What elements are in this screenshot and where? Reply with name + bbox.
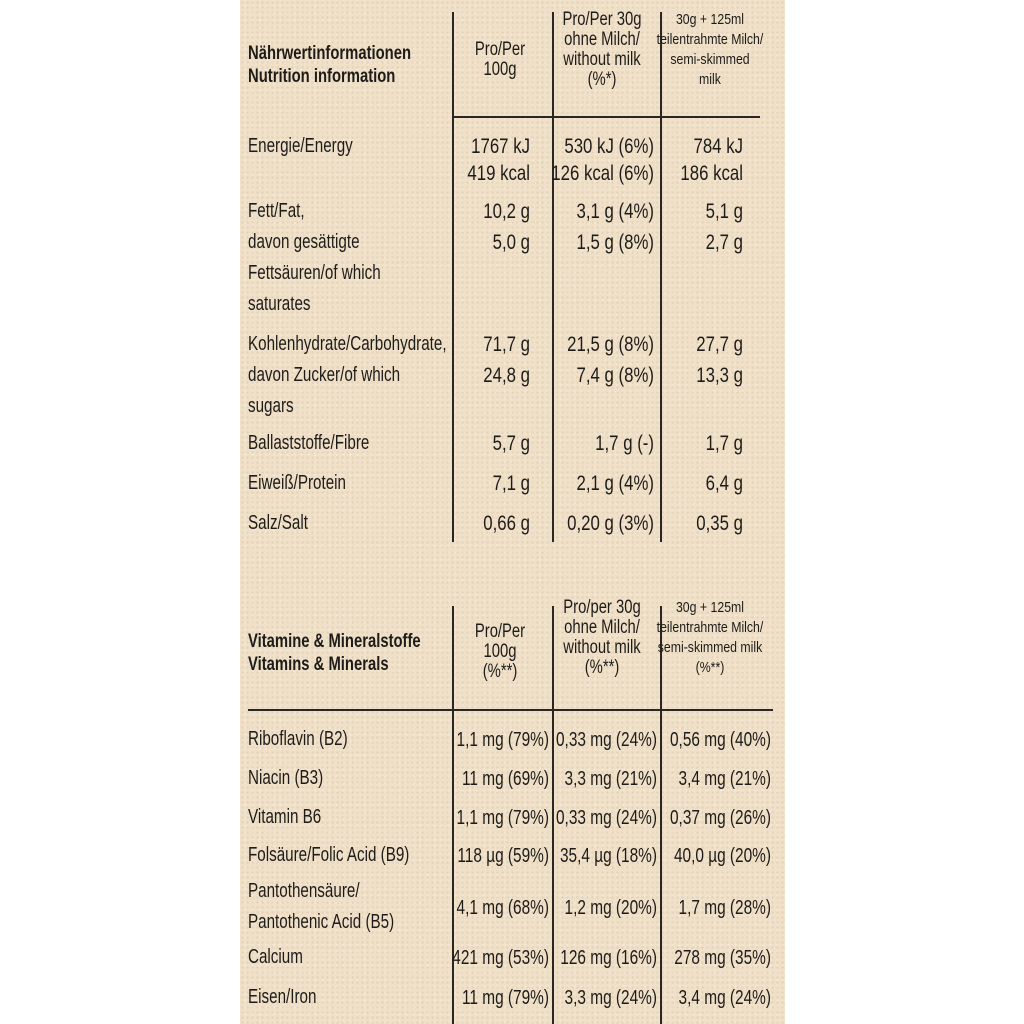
vitamin-row-label: [248, 840, 409, 871]
column-header-line: Pro/Per 30g: [562, 9, 642, 30]
column-divider: [660, 12, 662, 542]
value-line: 1,7 g: [705, 432, 743, 455]
value-line: 13,3 g: [696, 364, 743, 387]
nutrition-value: [583, 133, 743, 187]
value-line: 71,7 g: [483, 333, 530, 356]
label-line: Eiweiß/Protein: [248, 472, 346, 494]
vitamins-column-header: [547, 598, 656, 678]
vitamin-value: 3,3 mg (24%): [564, 987, 657, 1009]
column-header-line: (%**): [482, 661, 518, 682]
value-line: 530 kJ (6%): [564, 135, 654, 158]
column-divider: [552, 12, 554, 542]
nutrition-column-header: [445, 40, 554, 80]
value-line: 2,7 g: [705, 231, 743, 254]
label-line: davon Zucker/of which: [248, 364, 401, 386]
value-line: 2,1 g (4%): [576, 472, 654, 495]
value-line: 10,2 g: [483, 200, 530, 223]
column-header-line: Pro/Per: [474, 39, 526, 60]
column-header-line: Pro/Per: [474, 621, 526, 642]
nutrition-value: [583, 362, 743, 389]
column-header-line: teilentrahmte Milch/: [656, 619, 764, 636]
column-divider: [452, 12, 454, 542]
value-line: 6,4 g: [705, 472, 743, 495]
column-header-line: 30g + 125ml: [675, 11, 745, 28]
label-line: davon gesättigte: [248, 231, 360, 253]
nutrition-label-panel: [240, 0, 785, 1024]
header-rule: [248, 709, 773, 711]
value-line: 5,0 g: [492, 231, 530, 254]
label-line: Kohlenhydrate/Carbohydrate,: [248, 333, 447, 355]
value-line: 5,1 g: [705, 200, 743, 223]
value-line: 7,1 g: [492, 472, 530, 495]
nutrition-row-label: [248, 196, 305, 227]
column-header-line: without milk: [563, 637, 641, 658]
vitamin-value: 40,0 µg (20%): [673, 845, 771, 867]
label-line: Salz/Salt: [248, 512, 308, 534]
nutrition-row-label: [248, 227, 381, 320]
nutrition-heading-en: Nutrition information: [248, 66, 396, 87]
nutrition-value: [583, 198, 743, 225]
vitamin-row-label: [248, 802, 321, 833]
value-line: 21,5 g (8%): [567, 333, 654, 356]
vitamin-value: 0,33 mg (24%): [555, 729, 657, 751]
column-header-line: teilentrahmte Milch/: [656, 31, 764, 48]
nutrition-row-label: [248, 508, 308, 539]
column-header-line: ohne Milch/: [564, 29, 640, 50]
vitamin-row-label: [248, 763, 323, 794]
vitamin-row-label: [248, 876, 394, 938]
nutrition-row-label: [248, 428, 369, 459]
vitamin-value: 0,37 mg (26%): [669, 807, 771, 829]
label-line: Fettsäuren/of which: [248, 262, 381, 284]
nutrition-column-header: [547, 10, 656, 90]
vitamin-value: 1,1 mg (79%): [456, 807, 549, 829]
value-line: 24,8 g: [483, 364, 530, 387]
nutrition-heading-de: Nährwertinformationen: [248, 43, 412, 64]
label-line: Energie/Energy: [248, 135, 353, 157]
vitamin-value: 1,7 mg (28%): [678, 897, 771, 919]
column-header-line: milk: [699, 71, 721, 88]
label-line: saturates: [248, 293, 311, 315]
vitamin-value: 1,2 mg (20%): [564, 897, 657, 919]
vitamin-value: 35,4 µg (18%): [559, 845, 657, 867]
label-line: Pantothenic Acid (B5): [248, 911, 395, 933]
header-rule: [452, 116, 760, 118]
vitamin-value: 118 µg (59%): [457, 845, 549, 867]
nutrition-row-label: [248, 468, 346, 499]
vitamin-value: 11 mg (69%): [461, 768, 549, 790]
nutrition-value: [583, 229, 743, 256]
label-line: Vitamin B6: [248, 806, 322, 828]
vitamins-heading-de: Vitamine & Mineralstoffe: [248, 631, 421, 652]
column-header-line: ohne Milch/: [564, 617, 640, 638]
value-line: 784 kJ: [693, 135, 743, 158]
column-header-line: 100g: [483, 641, 517, 662]
value-line: 0,20 g (3%): [567, 512, 654, 535]
value-line: 126 kcal (6%): [551, 162, 654, 185]
nutrition-column-header: [653, 10, 768, 90]
label-line: sugars: [248, 395, 294, 417]
label-line: Niacin (B3): [248, 767, 324, 789]
nutrition-row-label: [248, 131, 353, 162]
vitamins-heading: [248, 630, 421, 676]
column-header-line: without milk: [563, 49, 641, 70]
column-header-line: semi-skimmed milk: [657, 639, 763, 656]
value-line: 0,35 g: [696, 512, 743, 535]
column-header-line: (%**): [584, 657, 620, 678]
value-line: 3,1 g (4%): [576, 200, 654, 223]
column-header-line: 100g: [483, 59, 517, 80]
vitamin-value: 1,1 mg (79%): [456, 729, 549, 751]
value-line: 0,66 g: [483, 512, 530, 535]
label-line: Ballaststoffe/Fibre: [248, 432, 370, 454]
vitamin-value: 3,3 mg (21%): [564, 768, 657, 790]
vitamin-value: 0,33 mg (24%): [555, 807, 657, 829]
value-line: 419 kcal: [467, 162, 530, 185]
label-line: Folsäure/Folic Acid (B9): [248, 844, 410, 866]
column-header-line: Pro/per 30g: [563, 597, 641, 618]
value-line: 1767 kJ: [471, 135, 530, 158]
value-line: 7,4 g (8%): [576, 364, 654, 387]
vitamin-value: 11 mg (79%): [461, 987, 549, 1009]
label-line: Calcium: [248, 946, 303, 968]
value-line: 1,7 g (-): [595, 432, 654, 455]
vitamin-row-label: [248, 942, 303, 973]
value-line: 186 kcal: [680, 162, 743, 185]
value-line: 5,7 g: [492, 432, 530, 455]
label-line: Pantothensäure/: [248, 880, 360, 902]
column-header-line: (%*): [587, 69, 617, 90]
value-line: 1,5 g (8%): [576, 231, 654, 254]
label-line: Eisen/Iron: [248, 986, 317, 1008]
label-line: Fett/Fat,: [248, 200, 305, 222]
vitamin-row-label: [248, 724, 348, 755]
vitamin-value: 278 mg (35%): [674, 947, 771, 969]
column-header-line: semi-skimmed: [670, 51, 750, 68]
nutrition-value: [583, 470, 743, 497]
vitamins-column-header: [653, 598, 768, 678]
value-line: 27,7 g: [696, 333, 743, 356]
nutrition-value: [583, 331, 743, 358]
nutrition-heading: [248, 42, 411, 88]
column-header-line: (%**): [695, 659, 725, 676]
label-line: Riboflavin (B2): [248, 728, 348, 750]
vitamins-heading-en: Vitamins & Minerals: [248, 654, 389, 675]
nutrition-value: [583, 510, 743, 537]
vitamin-row-label: [248, 982, 316, 1013]
vitamin-value: 4,1 mg (68%): [456, 897, 549, 919]
vitamin-value: 421 mg (53%): [452, 947, 549, 969]
vitamin-value: 3,4 mg (21%): [678, 768, 771, 790]
column-header-line: 30g + 125ml: [675, 599, 745, 616]
vitamin-value: 0,56 mg (40%): [669, 729, 771, 751]
vitamins-column-header: [445, 622, 554, 682]
nutrition-value: [583, 430, 743, 457]
vitamin-value: 3,4 mg (24%): [678, 987, 771, 1009]
vitamin-value: 126 mg (16%): [560, 947, 657, 969]
